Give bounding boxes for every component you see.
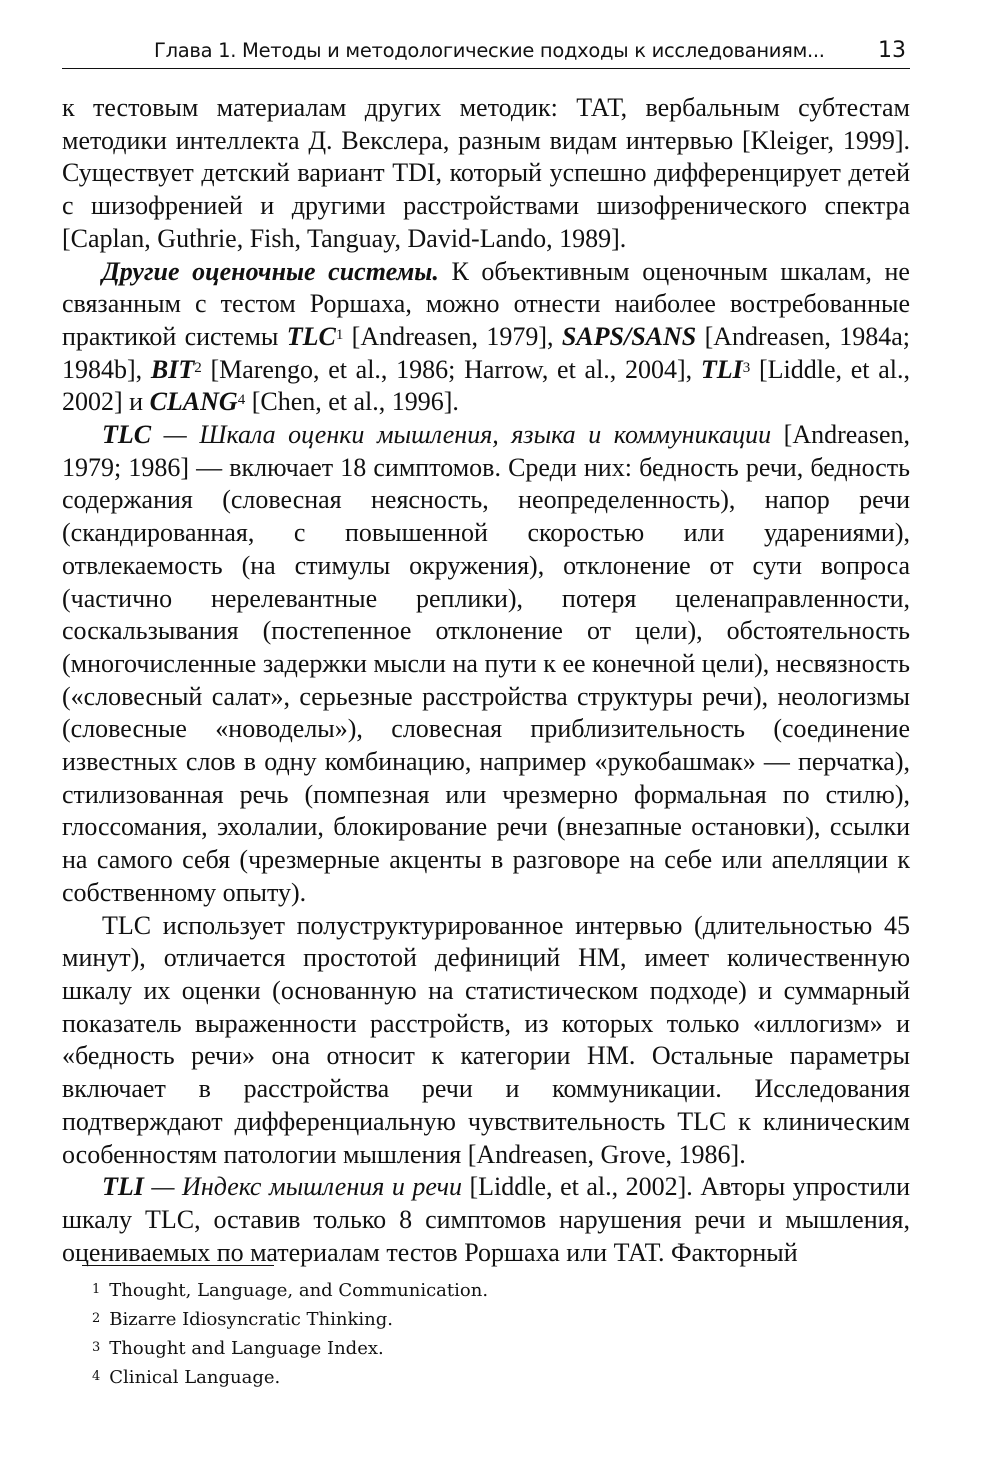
footnote-ref-1: 1 [335, 326, 344, 343]
footnote-text: Clinical Language. [109, 1367, 281, 1388]
footnote [62, 1334, 910, 1363]
paragraph-3: TLC — Шкала оценки мышления, языка и коммуникации [Andreasen, 1979; 1986] — включает 18 симптомов. Среди них: бедность речи, бедность содержания (словесная неясность, неопределенность), напор речи (скандированная, с повышенной скоростью или ударениями), отвлекаемость (на стимулы окружения), отклонение от сути вопроса (частично нерелевантные реплики), потеря целенаправленности, соскальзывания (постепенное отклонение от цели), обстоятельность (многочисленные задержки мысли на пути к ее конечной цели), несвязность («словесный салат», серьезные расстройства структуры речи), неологизмы (словесные «новоделы»), словесная приблизительность (соединение известных слов в одну комбинацию, например «рукобашмак» — перчатка), стилизованная речь (помпезная или чрезмерно формальная по стилю), глоссомания, эхолалии, блокирование речи (внезапные остановки), ссылки на самого себя (чрезмерные акценты в разговоре на себе или апелляции к собственному опыту). [62, 420, 910, 907]
paragraph-2: Другие оценочные системы. К объективным оценочным шкалам, не связанным с тестом Роршаха, можно отнести наиболее востребованные практикой системы TLC$^1$ [Andreasen, 1979], SAPS/SANS [Andreasen, 1984a; 1984b], BIT$^2$ [Marengo, et al., 1986; Harrow, et al., 2004], TLI$^3$ [Liddle, et al., 2002] и CLANG$^4$ [Chen, et al., 1996]. [62, 256, 910, 417]
paragraph-1: к тестовым материалам других методик: ТАТ, вербальным субтестам методики интеллекта Д. Векслера, разным видам интервью [Kleiger, 1999]. Существует детский вариант TDI, который успешно дифференцирует детей с шизофренией и другими расстройствами шизофренического спектра [Caplan, Guthrie, Fish, Tanguay, David-Lando, 1989]. [62, 93, 910, 253]
footnote-ref-3: 3 [742, 359, 751, 376]
abbr-bit: BIT [150, 354, 195, 384]
paragraph-heading: Другие оценочные системы. [102, 256, 439, 286]
abbr-clang: CLANG [149, 387, 238, 417]
scale-title: — Индекс мышления и речи [143, 1172, 462, 1202]
footnote-number: 3 [92, 1340, 101, 1355]
footnote-number: 1 [92, 1282, 101, 1297]
text-body [62, 92, 910, 1269]
abbr-tli: TLI [700, 354, 743, 384]
page-number: 13 [878, 38, 906, 63]
footnote-number: 4 [92, 1369, 101, 1384]
abbr-saps-sans: SAPS/SANS [561, 321, 697, 351]
abbr-tlc: TLC [102, 420, 152, 450]
footnote-ref-2: 2 [194, 359, 202, 376]
footnote [62, 1276, 910, 1305]
footnote-separator [82, 1265, 274, 1266]
footnote-text: Thought, Language, and Communication. [109, 1280, 489, 1301]
footnotes [62, 1276, 910, 1392]
running-title: Глава 1. Методы и методологические подходы к исследованиям... [154, 39, 825, 62]
paragraph-5: TLI — Индекс мышления и речи [Liddle, et al., 2002]. Авторы упростили шкалу TLC, оставив только 8 симптомов нарушения речи и мышления, оцениваемых по материалам тестов Роршаха или ТАТ. Факторный [62, 1172, 911, 1267]
footnote-number: 2 [92, 1311, 101, 1326]
footnote [62, 1363, 910, 1392]
footnote-text: Thought and Language Index. [109, 1338, 384, 1359]
running-head [62, 28, 910, 69]
scale-title: — Шкала оценки мышления, языка и коммуникации [151, 420, 772, 450]
footnote-ref-4: 4 [237, 392, 246, 409]
abbr-tlc: TLC [286, 321, 336, 351]
footnote-text: Bizarre Idiosyncratic Thinking. [109, 1309, 393, 1330]
abbr-tli: TLI [102, 1172, 144, 1202]
footnote [62, 1305, 910, 1334]
paragraph-4: TLC использует полуструктурированное интервью (длительностью 45 минут), отличается простотой дефиниций НМ, имеет количественную шкалу их оценки (основанную на статистическом подходе) и суммарный показатель выраженности расстройств, из которых только «иллогизм» и «бедность речи» она относит к категории НМ. Остальные параметры включает в расстройства речи и коммуникации. Исследования подтверждают дифференциальную чувствительность TLC к клиническим особенностям патологии мышления [Andreasen, Grove, 1986]. [62, 910, 910, 1169]
